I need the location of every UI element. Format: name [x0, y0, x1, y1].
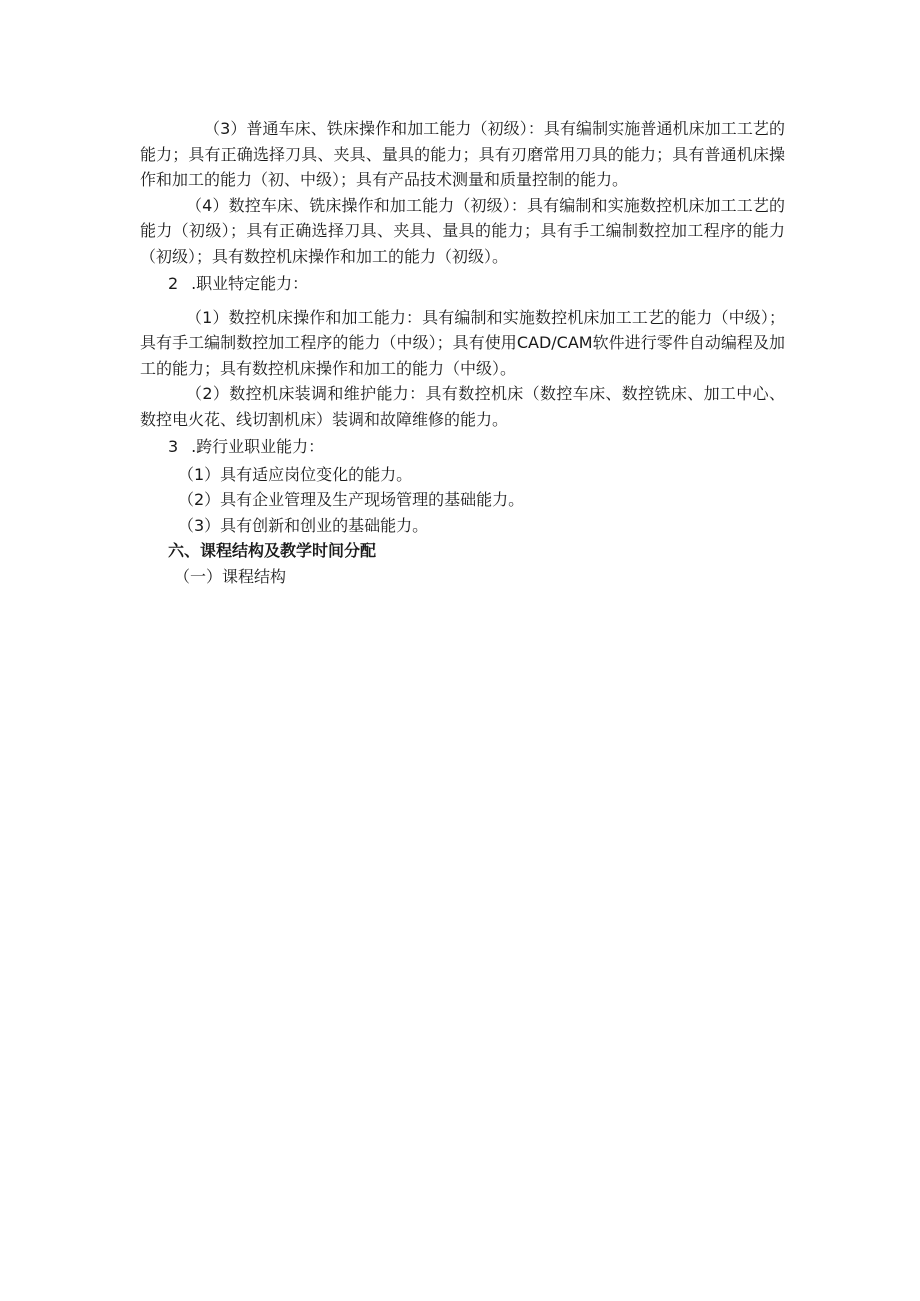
chapter-subtitle: （一）课程结构 [174, 566, 287, 586]
section-3-item-1: （1）具有适应岗位变化的能力。 [178, 464, 413, 484]
section-3-heading [168, 434, 785, 460]
section-3-number: 3 [168, 437, 179, 456]
section-3-title: .跨行业职业能力： [191, 437, 325, 456]
section-3-item-2: （2）具有企业管理及生产现场管理的基础能力。 [178, 490, 525, 509]
paragraph-item-4: （4）数控车床、铣床操作和加工能力（初级）：具有编制和实施数控机床加工工艺的能力（初级）；具有正确选择刀具、夹具、量具的能力；具有手工编制数控加工程序的能力（初级）；具有数控机床操作和加工的能力（初级）。 [140, 195, 785, 266]
section-2-item-2: （2）数控机床装调和维护能力：具有数控机床（数控车床、数控铣床、加工中心、数控电火花、线切割机床）装调和故障维修的能力。 [140, 384, 785, 429]
document-page [140, 116, 785, 589]
paragraph-item-3: （3）普通车床、铁床操作和加工能力（初级）：具有编制实施普通机床加工工艺的能力；具有正确选择刀具、夹具、量具的能力；具有刃磨常用刀具的能力；具有普通机床操作和加工的能力（初、中级）；具有产品技术测量和质量控制的能力。 [140, 119, 785, 189]
section-2-title: .职业特定能力： [191, 274, 309, 293]
section-2-number: 2 [168, 274, 179, 293]
section-3-item-3: （3）具有创新和创业的基础能力。 [178, 515, 429, 535]
section-2-heading [168, 271, 785, 297]
chapter-title: 六、课程结构及教学时间分配 [168, 541, 377, 560]
section-2-item-1: （1）数控机床操作和加工能力：具有编制和实施数控机床加工工艺的能力（中级）；具有手工编制数控加工程序的能力（中级）；具有使用CAD/CAM软件进行零件自动编程及加工的能力；具有数控机床操作和加工的能力（中级）。 [140, 307, 785, 378]
